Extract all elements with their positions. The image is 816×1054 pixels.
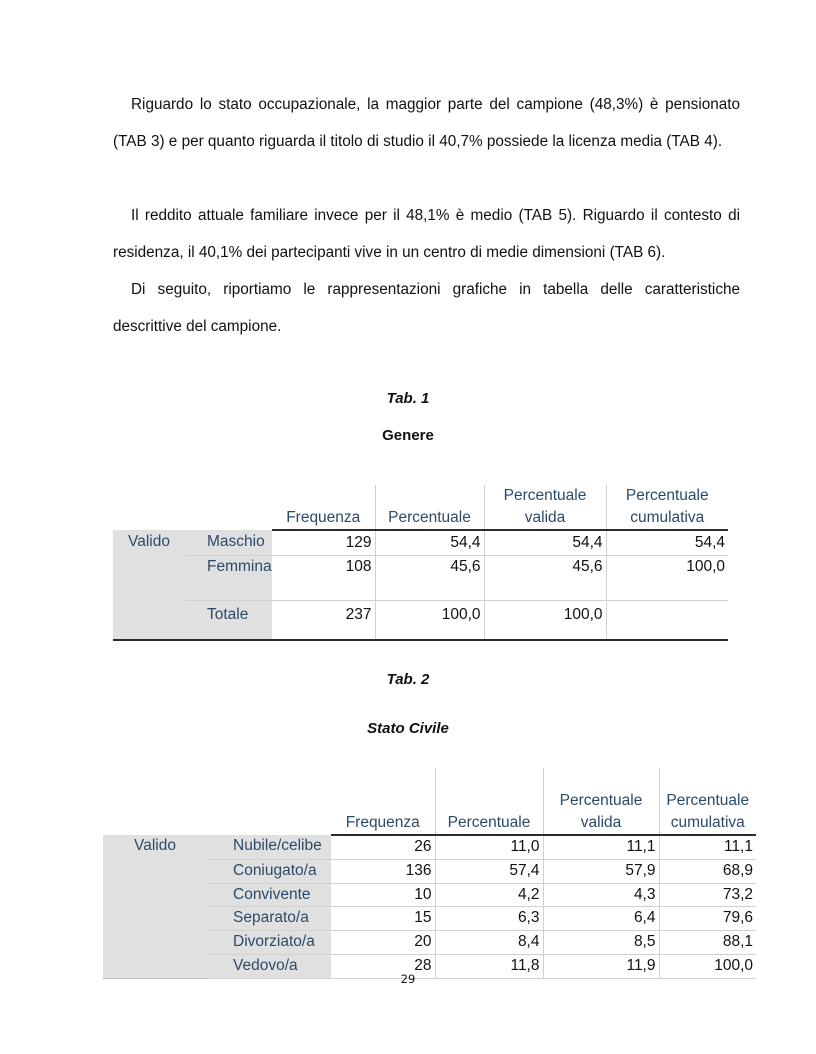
tab1-cell: 100,0 <box>484 601 606 641</box>
tab2-cell: 79,6 <box>659 907 756 931</box>
tab1-cell: 54,4 <box>606 530 728 556</box>
tab2-cell: 11,8 <box>435 954 543 978</box>
paragraph-intro-tables: Di seguito, riportiamo le rappresentazioni grafiche in tabella delle caratteristiche descrittive del campione. <box>113 281 740 335</box>
tab1-title: Genere <box>382 427 434 444</box>
tab2-label: Tab. 2 <box>386 671 430 688</box>
tab1-cell: 45,6 <box>484 556 606 601</box>
tab2-cell: 4,3 <box>543 883 659 907</box>
tab1-header-percent: Percentuale <box>375 485 484 530</box>
paragraph-income: Il reddito attuale familiare invece per il 48,1% è medio (TAB 5). Riguardo il contesto di residenza, il 40,1% dei partecipanti vive in un centro di medie dimensioni (TAB 6). <box>113 207 740 261</box>
tab1-cell: 100,0 <box>606 556 728 601</box>
tab2-row-label: Separato/a <box>207 907 331 931</box>
table-genere <box>113 485 728 641</box>
tab2-cell: 57,9 <box>543 859 659 883</box>
paragraph-occupation: Riguardo lo stato occupazionale, la maggior parte del campione (48,3%) è pensionato (TAB 3) e per quanto riguarda il titolo di studio il 40,7% possiede la licenza media (TAB 4). <box>113 96 740 150</box>
tab2-row-label: Vedovo/a <box>207 954 331 978</box>
tab2-cell: 68,9 <box>659 859 756 883</box>
tab2-header-frequency: Frequenza <box>331 768 435 835</box>
tab2-cell: 28 <box>331 954 435 978</box>
tab2-cell: 11,1 <box>659 835 756 859</box>
tab2-cell: 57,4 <box>435 859 543 883</box>
tab2-row-label: Convivente <box>207 883 331 907</box>
tab2-cell: 73,2 <box>659 883 756 907</box>
tab1-row-label: Femmina <box>185 556 272 601</box>
tab1-cell: 54,4 <box>375 530 484 556</box>
tab1-cell <box>606 601 728 641</box>
tab2-cell: 136 <box>331 859 435 883</box>
tab1-label: Tab. 1 <box>386 390 430 407</box>
tab2-title: Stato Civile <box>367 720 449 737</box>
tab2-header-percent: Percentuale <box>435 768 543 835</box>
tab2-row-label: Coniugato/a <box>207 859 331 883</box>
tab2-cell: 4,2 <box>435 883 543 907</box>
tab2-cell: 20 <box>331 931 435 955</box>
tab2-cell: 11,1 <box>543 835 659 859</box>
tab1-row-label: Totale <box>185 601 272 641</box>
tab2-row-label: Divorziato/a <box>207 931 331 955</box>
table-stato-civile <box>103 768 756 979</box>
tab2-header-valid-percent: Percentuale valida <box>543 768 659 835</box>
tab2-cell: 10 <box>331 883 435 907</box>
tab1-header-valid-percent: Percentuale valida <box>484 485 606 530</box>
tab2-header-cumulative-percent: Percentuale cumulativa <box>659 768 756 835</box>
tab1-cell: 100,0 <box>375 601 484 641</box>
tab1-header-cumulative-percent: Percentuale cumulativa <box>606 485 728 530</box>
tab1-row-label: Maschio <box>185 530 272 556</box>
tab2-cell: 11,0 <box>435 835 543 859</box>
tab2-cell: 8,4 <box>435 931 543 955</box>
tab2-cell: 8,5 <box>543 931 659 955</box>
page-number: 29 <box>400 972 416 986</box>
tab2-row-label: Nubile/celibe <box>207 835 331 859</box>
tab1-valid-group: Valido <box>113 530 185 640</box>
tab2-cell: 88,1 <box>659 931 756 955</box>
tab1-cell: 129 <box>272 530 375 556</box>
tab2-cell: 100,0 <box>659 954 756 978</box>
tab2-cell: 11,9 <box>543 954 659 978</box>
tab1-cell: 237 <box>272 601 375 641</box>
tab2-cell: 6,4 <box>543 907 659 931</box>
tab1-cell: 108 <box>272 556 375 601</box>
tab1-cell: 54,4 <box>484 530 606 556</box>
tab1-header-frequency: Frequenza <box>272 485 375 530</box>
tab2-valid-group: Valido <box>103 835 207 978</box>
tab2-cell: 15 <box>331 907 435 931</box>
tab1-cell: 45,6 <box>375 556 484 601</box>
tab2-cell: 6,3 <box>435 907 543 931</box>
tab2-cell: 26 <box>331 835 435 859</box>
